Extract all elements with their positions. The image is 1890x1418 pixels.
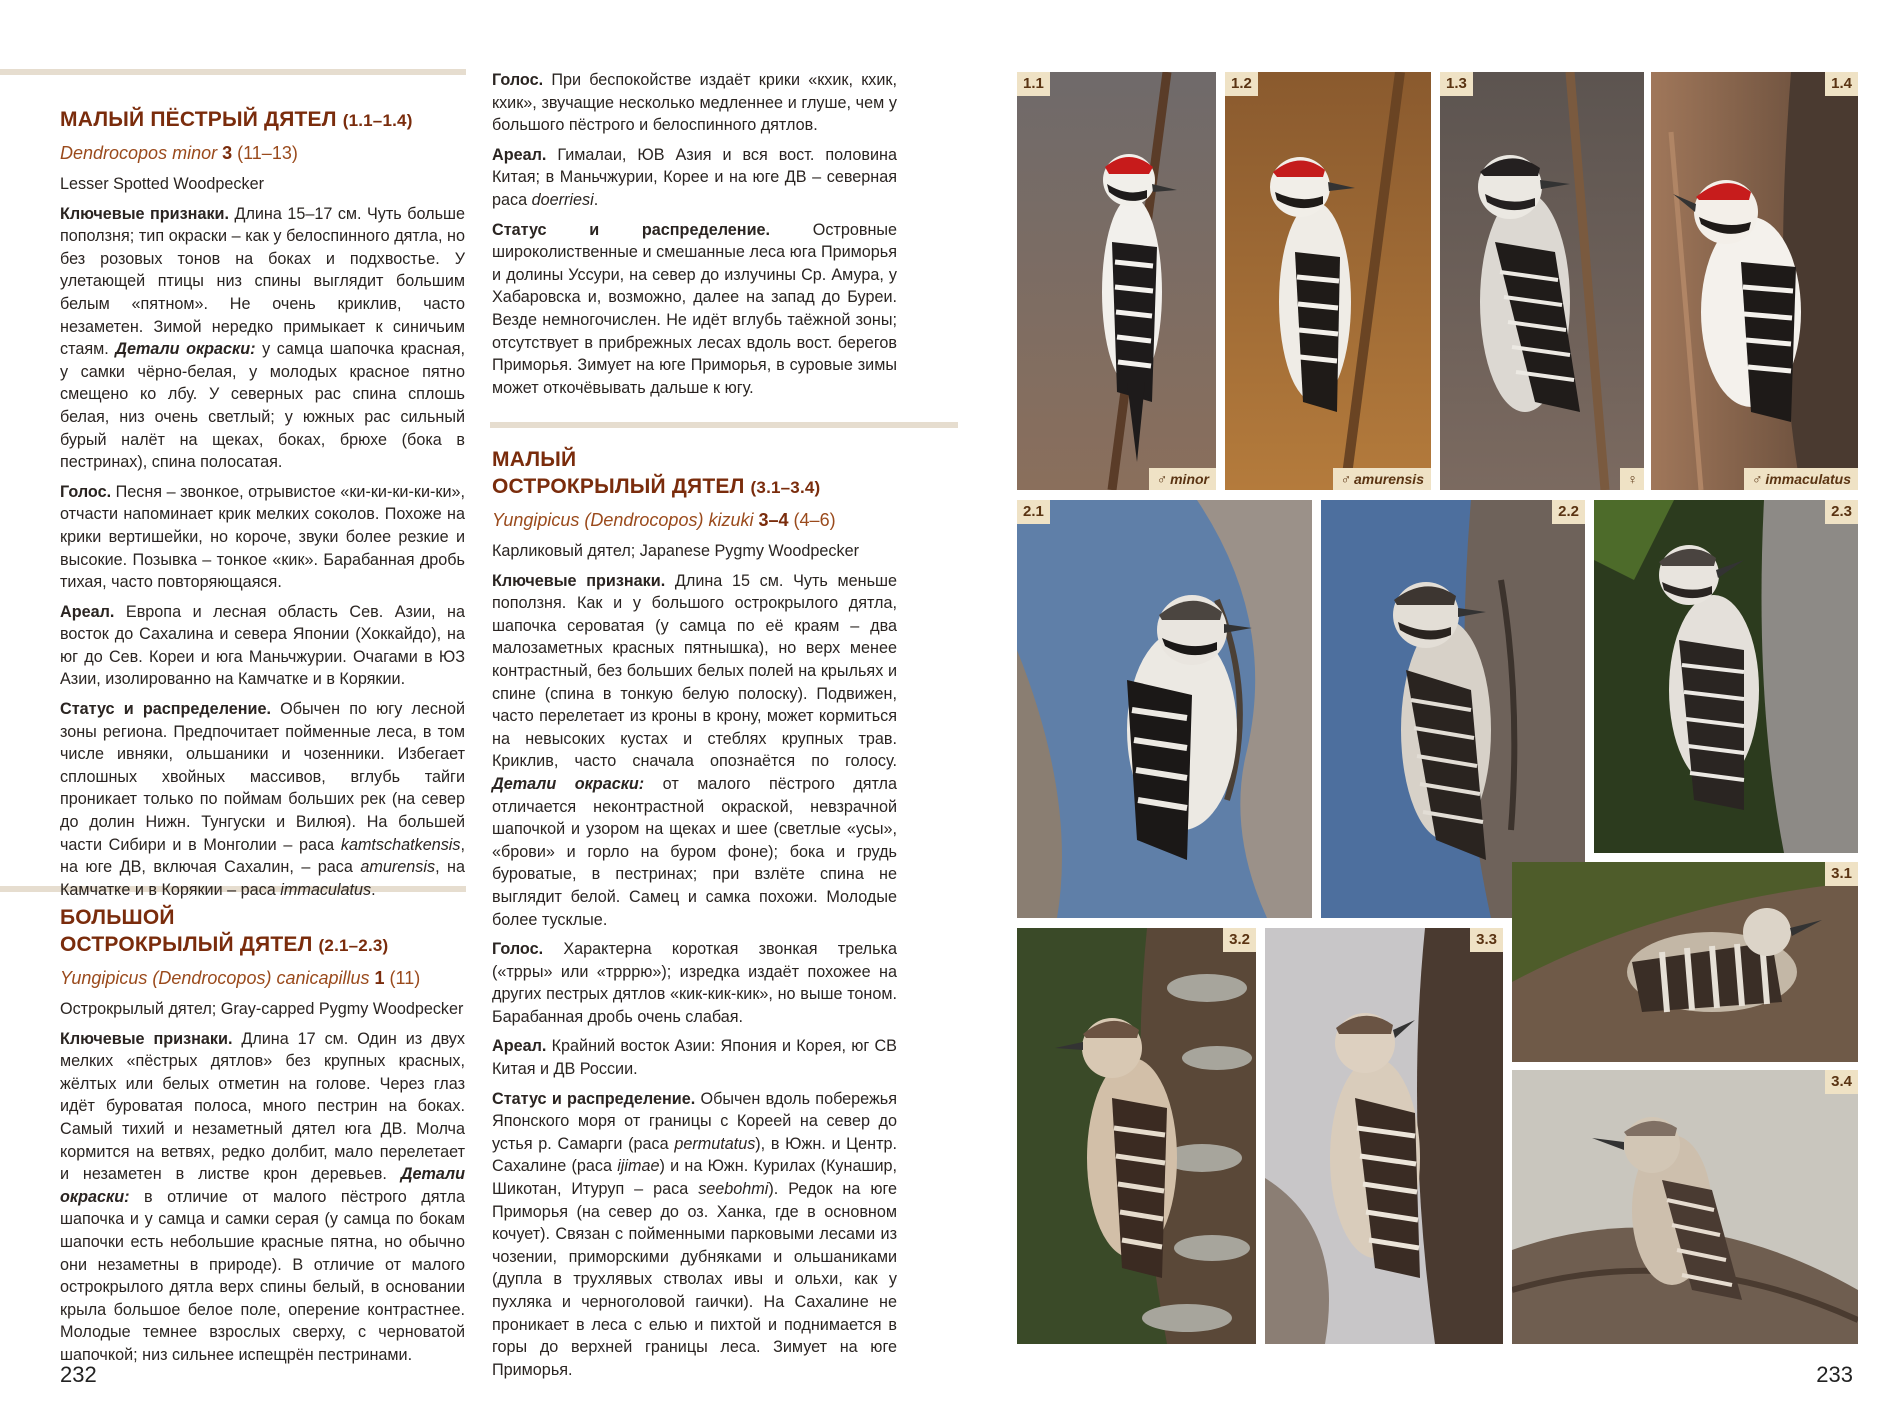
paragraph-status bbox=[60, 698, 465, 901]
range-text: Европа и лесная область Сев. Азии, на восток до Сахалина и севера Японии (Хоккайдо), на юг до Сев. Кореи и юга Маньчжурии. Очагами в ЮЗ Азии, изолированно на Камчатке и в Корякии. bbox=[60, 602, 465, 689]
abundance-count: 3 bbox=[222, 143, 233, 163]
race-name: permutatus bbox=[674, 1134, 756, 1153]
photo-3-4 bbox=[1512, 1070, 1858, 1344]
paragraph-features bbox=[60, 203, 465, 474]
page-number-right: 233 bbox=[1816, 1362, 1853, 1387]
range-text: . bbox=[593, 190, 599, 209]
abundance-range: (11) bbox=[389, 968, 421, 988]
photo-label: 3.2 bbox=[1223, 928, 1256, 952]
voice-label: Голос. bbox=[492, 71, 544, 89]
status-text: , на Камчатке и в Корякии – раса bbox=[60, 858, 466, 899]
latin-name bbox=[60, 141, 465, 166]
photo-label: 1.1 bbox=[1017, 72, 1050, 96]
woodpecker-photo bbox=[1265, 928, 1503, 1344]
left-column-species2 bbox=[60, 904, 465, 1374]
woodpecker-photo bbox=[1440, 72, 1644, 490]
woodpecker-photo bbox=[1512, 862, 1858, 1062]
status-label: Статус и распределение. bbox=[492, 1089, 696, 1108]
section-rule-mid bbox=[490, 422, 958, 428]
abundance-range: (11–13) bbox=[237, 143, 298, 163]
photo-3-2 bbox=[1017, 928, 1256, 1344]
photo-label: 2.2 bbox=[1552, 500, 1585, 524]
woodpecker-photo bbox=[1225, 72, 1431, 490]
photo-refs: (2.1–2.3) bbox=[318, 936, 389, 955]
race-name: kamtschatkensis bbox=[340, 835, 461, 854]
photo-3-1 bbox=[1512, 862, 1858, 1062]
features-text: Длина 15–17 см. Чуть больше поползня; тип окраски – как у белоспинного дятла, но без розовых тонов на боках и подхвостье. У улетающей птицы низ спины выглядит большим белым «пятном». Не очень криклив, часто незаметен. Зимой нередко примыкает к синичьим стаям. bbox=[60, 204, 465, 359]
paragraph-range bbox=[60, 601, 465, 691]
male-symbol-icon: ♂ bbox=[1751, 471, 1762, 487]
range-label: Ареал. bbox=[60, 602, 115, 621]
photo-1-4 bbox=[1651, 72, 1858, 490]
latin-name bbox=[60, 966, 465, 991]
race-name: minor bbox=[1170, 471, 1209, 487]
photo-label: 1.3 bbox=[1440, 72, 1473, 96]
woodpecker-photo bbox=[1651, 72, 1858, 490]
photo-2-3 bbox=[1594, 500, 1858, 853]
latin-name-text: Dendrocopos minor bbox=[60, 143, 218, 163]
paragraph-voice bbox=[492, 938, 897, 1028]
paragraph-features bbox=[492, 570, 897, 932]
race-name: ijimae bbox=[617, 1157, 660, 1176]
photo-caption bbox=[1333, 468, 1431, 490]
photo-label: 3.3 bbox=[1470, 928, 1503, 952]
status-text: ) и на Южн. Курилах (Кунашир, Шикотан, Итуруп – раса bbox=[492, 1157, 897, 1199]
voice-text: Песня – звонкое, отрывистое «ки-ки-ки-ки-ки», отчасти напоминает крик мелких соколов. Похоже на крики вертишейки, но короче, звуки более резкие и высокие. Позывка – тонкое «кик». Барабанная дробь тихая, часто повторяющаяся. bbox=[60, 482, 465, 592]
photo-1-1 bbox=[1017, 72, 1216, 490]
paragraph-voice bbox=[60, 481, 465, 594]
range-text: Крайний восток Азии: Япония и Корея, юг СВ Китая и ДВ России. bbox=[492, 1037, 897, 1079]
photo-caption bbox=[1744, 468, 1858, 490]
voice-label: Голос. bbox=[60, 482, 112, 501]
photo-1-2 bbox=[1225, 72, 1431, 490]
status-text: ), в Южн. и Центр. Сахалине (раса bbox=[492, 1134, 898, 1176]
photo-caption bbox=[1620, 468, 1645, 490]
photo-refs: (1.1–1.4) bbox=[342, 111, 413, 130]
status-label: Статус и распределение. bbox=[60, 700, 271, 719]
abundance-count: 1 bbox=[374, 968, 385, 988]
species-title-line1: БОЛЬШОЙ bbox=[60, 906, 175, 929]
english-name: Карликовый дятел; Japanese Pygmy Woodpecker bbox=[492, 542, 860, 560]
range-text: Гималаи, ЮВ Азия и вся вост. половина Китая; в Маньчжурии, Корее и на юге ДВ – северная раса bbox=[492, 145, 897, 209]
latin-name bbox=[492, 508, 897, 533]
male-symbol-icon: ♂ bbox=[1155, 471, 1167, 487]
paragraph-status bbox=[492, 219, 897, 400]
features-label: Ключевые признаки. bbox=[60, 1029, 233, 1048]
status-text: Островные широколиственные и смешанные леса юга Приморья и долины Уссури, на север до излучины Ср. Амура, у Хабаровска и, возможно, далее на запад до Буреи. Везде немногочислен. Не идёт вглубь таёжной зоны; отсутствует в прибрежных лесах вдоль вост. берегов Приморья. Зимует на юге Приморья, в суровые зимы может откочёвывать дальше к югу. bbox=[492, 220, 898, 397]
male-symbol-icon: ♂ bbox=[1339, 471, 1351, 487]
photo-label: 1.4 bbox=[1825, 72, 1858, 96]
details-label: Детали окраски: bbox=[492, 774, 645, 793]
species-title-lesser-spotted bbox=[60, 106, 465, 134]
status-text: , на юге ДВ, включая Сахалин, – раса bbox=[60, 835, 465, 877]
english-name: Острокрылый дятел; Gray-capped Pygmy Woodpecker bbox=[60, 1000, 464, 1018]
woodpecker-photo bbox=[1017, 928, 1256, 1344]
race-name: immaculatus bbox=[280, 880, 372, 899]
woodpecker-photo bbox=[1594, 500, 1858, 853]
page-number-left: 232 bbox=[60, 1362, 97, 1387]
status-text: Обычен по югу лесной зоны региона. Предпочитает пойменные леса, в том числе ивняки, ольшаники и чозенники. Избегает сплошных хвойных массивов, вглубь тайги проникает только по поймам больших рек (на север до долин Нижн. Тунгуски и Вилюя). На большей части Сибири и в Монголии – раса bbox=[60, 700, 465, 854]
woodpecker-photo bbox=[1017, 72, 1216, 490]
status-text: ). Редок на юге Приморья (на север до оз. Ханка, где в основном кочует). Связан с пойменными парковыми лесами из чозении, приморскими дубняками и ольшаниками (дупла в трухлявых стволах ивы и ольхи, как у пухляка и черноголовой гаички). На Сахалине не проникает в леса с елью и пихтой и поднимается в горы до верхней границы леса. Зимует на юге Приморья. bbox=[492, 1180, 898, 1379]
features-label: Ключевые признаки. bbox=[60, 204, 230, 223]
woodpecker-photo bbox=[1321, 500, 1585, 918]
race-name: doerriesi bbox=[531, 190, 594, 209]
photo-caption bbox=[1149, 468, 1216, 490]
latin-name-text: Yungipicus (Dendrocopos) canicapillus bbox=[60, 968, 370, 988]
details-text: от малого пёстрого дятла отличается неконтрастной окраской, невзрачной шапочкой и узором на щеках и шее (светлые «усы», «брови» и горло на буром фоне); бока и грудь буроватые, в пестринах; при взлёте спина не выглядит белой. Самец и самка похожи. Молодые более тусклые. bbox=[492, 774, 898, 929]
left-column bbox=[60, 106, 465, 908]
middle-column bbox=[492, 69, 897, 406]
photo-label: 3.4 bbox=[1825, 1070, 1858, 1094]
species-title-line1: МАЛЫЙ bbox=[492, 448, 577, 471]
species-title-line2: ОСТРОКРЫЛЫЙ ДЯТЕЛ bbox=[60, 933, 313, 956]
species-title-japanese-pygmy bbox=[492, 446, 897, 501]
abundance-count: 3–4 bbox=[758, 510, 789, 530]
species-title-line2: ОСТРОКРЫЛЫЙ ДЯТЕЛ bbox=[492, 475, 745, 498]
photo-2-2 bbox=[1321, 500, 1585, 918]
details-text: у самца шапочка красная, у самки чёрно-белая, у молодых красное пятно смещено ко лбу. У северных рас спина сплошь белая, низ очень светлый; у южных рас сильный бурый налёт на щеках, боках, брюхе (бока в пестринах), спина полосатая. bbox=[60, 340, 465, 472]
photo-label: 2.1 bbox=[1017, 500, 1050, 524]
race-name: immaculatus bbox=[1765, 471, 1851, 487]
section-rule-top-left bbox=[0, 69, 466, 75]
voice-text: При беспокойстве издаёт крики «кхик, кхик, кхик», звучащие несколько медленнее и глуше, чем у большого пёстрого и белоспинного дятлов. bbox=[492, 71, 897, 135]
status-label: Статус и распределение. bbox=[492, 220, 771, 239]
range-label: Ареал. bbox=[492, 1037, 547, 1056]
abundance-range: (4–6) bbox=[793, 510, 836, 530]
details-label: Детали окраски: bbox=[60, 1165, 466, 1206]
latin-name-text: Yungipicus (Dendrocopos) kizuki bbox=[492, 510, 754, 530]
photo-label: 3.1 bbox=[1825, 862, 1858, 886]
paragraph-voice bbox=[492, 69, 897, 137]
features-text: Длина 17 см. Один из двух мелких «пёстрых дятлов» без крупных красных, жёлтых или белых отметин на голове. Через глаз идёт буроватая полоса, много пестрин на боках. Самый тихий и незаметный дятел юга ДВ. Молча кормится на ветвях, редко долбит, мало перелетает и незаметен в листве крон деревьев. bbox=[60, 1029, 465, 1184]
english-name: Lesser Spotted Woodpecker bbox=[60, 175, 264, 193]
paragraph-range bbox=[492, 1035, 897, 1080]
species-title-gray-capped bbox=[60, 904, 465, 959]
middle-column-species3 bbox=[492, 446, 897, 1388]
race-name: amurensis bbox=[1353, 471, 1424, 487]
features-text: Длина 15 см. Чуть меньше поползня. Как и у большого острокрылого дятла, шапочка сероватая (у самца по её краям – два малозаметных красных пятнышка), но верх менее контрастный, без больших белых полей на крыльях и спине (спина в тонкую белую полоску). Подвижен, часто перелетает из кроны в крону, может кормиться на невысоких кустах и стеблях крупных трав. Криклив, часто сначала опознаётся по голосу. bbox=[492, 571, 897, 771]
woodpecker-photo bbox=[1017, 500, 1312, 918]
status-text: . bbox=[371, 880, 376, 899]
photo-label: 1.2 bbox=[1225, 72, 1258, 96]
voice-label: Голос. bbox=[492, 940, 544, 959]
range-label: Ареал. bbox=[492, 145, 547, 164]
race-name: seebohmi bbox=[698, 1180, 769, 1199]
paragraph-status bbox=[492, 1088, 897, 1382]
voice-text: Характерна короткая звонкая трелька («трры» или «трррю»); изредка издаёт похожее на других пестрых дятлов «кик-кик-кик», но выше тоном. Барабанная дробь очень слабая. bbox=[492, 940, 898, 1026]
species-title-text: МАЛЫЙ ПЁСТРЫЙ ДЯТЕЛ bbox=[60, 108, 337, 131]
details-label: Детали окраски: bbox=[115, 340, 256, 359]
status-text: Обычен вдоль побережья Японского моря от границы с Кореей на север до устья р. Самарги (раса bbox=[492, 1089, 898, 1153]
features-label: Ключевые признаки. bbox=[492, 571, 666, 590]
photo-label: 2.3 bbox=[1825, 500, 1858, 524]
paragraph-range bbox=[492, 144, 897, 212]
female-symbol-icon: ♀ bbox=[1626, 471, 1637, 487]
race-name: amurensis bbox=[360, 858, 436, 877]
paragraph-features bbox=[60, 1028, 465, 1367]
details-text: в отличие от малого пёстрого дятла шапочка и у самца и самки серая (у самца по бокам шапочки есть небольшие красные пятна, но обычно они незаметны в природе). В отличие от малого острокрылого дятла верх спины белый, в основании крыла большое белое поле, оперение контрастнее. Молодые темнее взрослых сверху, с черноватой шапочкой; низ сильнее испещрён пестринами. bbox=[60, 1187, 465, 1364]
photo-3-3 bbox=[1265, 928, 1503, 1344]
photo-2-1 bbox=[1017, 500, 1312, 918]
photo-refs: (3.1–3.4) bbox=[750, 478, 821, 497]
photo-1-3 bbox=[1440, 72, 1644, 490]
woodpecker-photo bbox=[1512, 1070, 1858, 1344]
